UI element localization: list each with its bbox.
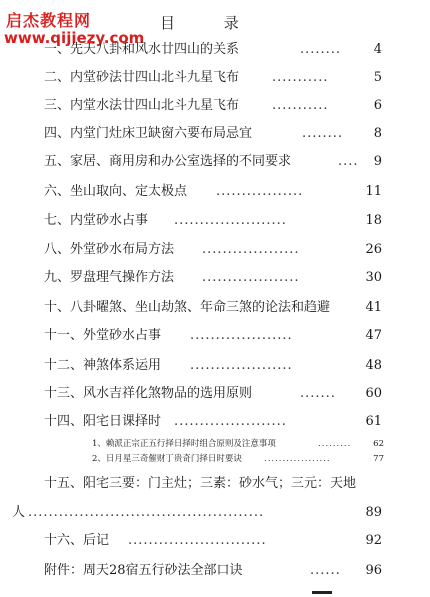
toc-entry[interactable]	[0, 211, 430, 231]
toc-entry-page: 8	[373, 126, 382, 141]
toc-entry[interactable]	[0, 182, 430, 202]
toc-entry[interactable]	[0, 68, 430, 88]
toc-entry-page: 30	[365, 270, 382, 285]
leader-dots: ....................	[190, 328, 293, 343]
leader-dots: ...................	[202, 270, 300, 285]
toc-entry-page: 60	[365, 386, 382, 401]
toc-entry-label: 附件：周天28宿五行砂法全部口诀	[44, 563, 243, 578]
leader-dots: ........	[300, 42, 342, 57]
watermark-site-name: 启杰教程网	[6, 11, 92, 30]
toc-entry-page: 89	[365, 505, 382, 520]
toc-entry-label: 十三、风水吉祥化煞物品的选用原则	[44, 386, 253, 401]
toc-entry-label: 六、坐山取向、定太极点	[44, 184, 188, 199]
toc-entry[interactable]	[0, 561, 430, 581]
toc-entry[interactable]	[0, 240, 430, 260]
toc-entry-label: 十二、神煞体系运用	[44, 358, 162, 373]
toc-entry[interactable]	[0, 152, 430, 172]
toc-entry-continuation[interactable]	[0, 503, 430, 523]
toc-entry[interactable]	[0, 326, 430, 346]
leader-dots: ...................	[202, 242, 300, 257]
toc-entry[interactable]	[0, 268, 430, 288]
leader-dots: ...........	[272, 70, 329, 85]
toc-subentry[interactable]	[0, 452, 430, 466]
toc-entry-page: 47	[365, 328, 382, 343]
toc-entry-page: 4	[373, 42, 382, 57]
leader-dots: ......................	[174, 213, 287, 228]
toc-entry-label: 十五、阳宅三要：门主灶；三素：砂水气；三元：天地	[44, 476, 357, 491]
toc-entry[interactable]	[0, 384, 430, 404]
watermark-url: www.qijiezy.com	[4, 29, 145, 47]
leader-dots: .................	[216, 184, 304, 199]
toc-entry-label: 十、八卦曜煞、坐山劫煞、年命三煞的论法和趋避	[44, 300, 331, 315]
toc-subentry-page: 77	[373, 454, 384, 464]
toc-entry-label: 十六、后记	[44, 533, 110, 548]
toc-entry[interactable]	[0, 356, 430, 376]
leader-dots: ......................	[174, 414, 287, 429]
toc-entry[interactable]	[0, 474, 430, 494]
toc-title: 目 录	[160, 14, 261, 32]
leader-dots: ..................	[264, 454, 331, 464]
toc-entry[interactable]	[0, 124, 430, 144]
toc-entry-page: 6	[373, 98, 382, 113]
toc-subentry-label: 1、赖派正宗正五行择日择时组合原则及注意事项	[92, 439, 276, 449]
leader-dots: ...........	[272, 98, 329, 113]
toc-entry-page: 9	[373, 154, 382, 169]
toc-entry[interactable]	[0, 531, 430, 551]
toc-entry-page: 92	[365, 533, 382, 548]
toc-entry-label: 八、外堂砂水布局方法	[44, 242, 175, 257]
leader-dots: .........	[318, 439, 352, 449]
toc-entry[interactable]	[0, 298, 430, 318]
leader-dots: ..............................................	[28, 505, 265, 520]
toc-entry[interactable]	[0, 40, 430, 60]
leader-dots: .......	[300, 386, 336, 401]
toc-entry[interactable]	[0, 96, 430, 116]
toc-entry-label: 二、内堂砂法廿四山北斗九星飞布	[44, 70, 240, 85]
toc-entry-label: 一、先天八卦和风水廿四山的关系	[44, 42, 240, 57]
page-edge-mark	[312, 591, 332, 594]
toc-entry-label: 十四、阳宅日课择时	[44, 414, 162, 429]
toc-entry-label: 三、内堂水法廿四山北斗九星飞布	[44, 98, 240, 113]
toc-entry-label-continuation: 人	[12, 505, 26, 520]
leader-dots: ....................	[190, 358, 293, 373]
toc-entry-page: 48	[365, 358, 382, 373]
leader-dots: ........	[302, 126, 344, 141]
toc-subentry[interactable]	[0, 437, 430, 451]
toc-entry-label: 九、罗盘理气操作方法	[44, 270, 175, 285]
leader-dots: ....	[338, 154, 359, 169]
toc-entry-page: 18	[365, 213, 382, 228]
toc-entry-page: 41	[365, 300, 382, 315]
toc-entry-page: 61	[365, 414, 382, 429]
toc-entry-page: 96	[365, 563, 382, 578]
toc-entry-label: 七、内堂砂水占事	[44, 213, 149, 228]
toc-entry[interactable]	[0, 412, 430, 432]
leader-dots: ......	[310, 563, 341, 578]
toc-entry-label: 十一、外堂砂水占事	[44, 328, 162, 343]
leader-dots: ...........................	[128, 533, 267, 548]
toc-entry-page: 26	[365, 242, 382, 257]
toc-entry-label: 四、内堂门灶床卫缺窗六要布局忌宜	[44, 126, 253, 141]
toc-entry-label: 五、家居、商用房和办公室选择的不同要求	[44, 154, 292, 169]
toc-subentry-page: 62	[373, 439, 384, 449]
toc-entry-page: 5	[373, 70, 382, 85]
toc-subentry-label: 2、日月星三奇催财丁贵奇门择日时要诀	[92, 454, 242, 464]
toc-entry-page: 11	[365, 184, 382, 199]
